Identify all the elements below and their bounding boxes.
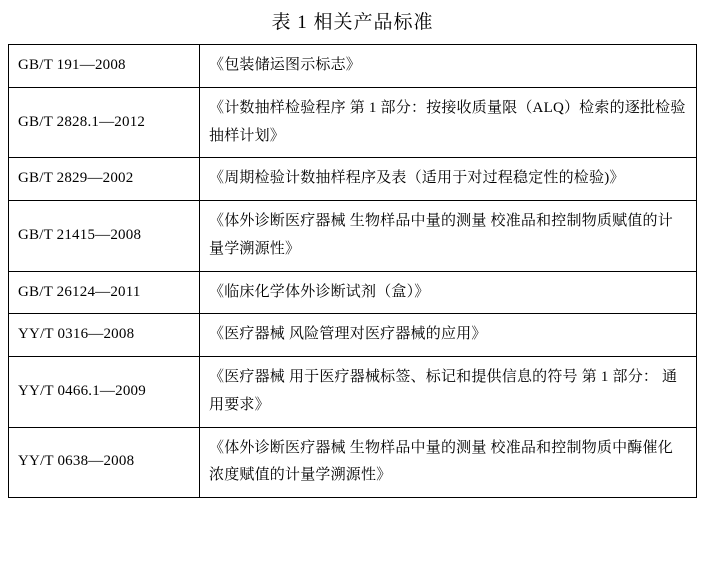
table-row (9, 87, 697, 158)
standard-code: YY/T 0316—2008 (9, 314, 200, 357)
table-row (9, 357, 697, 428)
table-row (9, 201, 697, 272)
related-product-standards-table (8, 44, 697, 498)
standard-title: 《计数抽样检验程序 第 1 部分：按接收质量限（ALQ）检索的逐批检验抽样计划》 (200, 87, 697, 158)
table-row (9, 45, 697, 88)
table-row (9, 427, 697, 498)
standard-title: 《医疗器械 风险管理对医疗器械的应用》 (200, 314, 697, 357)
standard-title: 《体外诊断医疗器械 生物样品中量的测量 校准品和控制物质中酶催化浓度赋值的计量学溯源性》 (200, 427, 697, 498)
standard-code: GB/T 191—2008 (9, 45, 200, 88)
table-row (9, 271, 697, 314)
standard-code: YY/T 0466.1—2009 (9, 357, 200, 428)
standard-title: 《周期检验计数抽样程序及表（适用于对过程稳定性的检验)》 (200, 158, 697, 201)
standard-code: YY/T 0638—2008 (9, 427, 200, 498)
standard-title: 《体外诊断医疗器械 生物样品中量的测量 校准品和控制物质赋值的计量学溯源性》 (200, 201, 697, 272)
standard-code: GB/T 26124—2011 (9, 271, 200, 314)
standard-code: GB/T 21415—2008 (9, 201, 200, 272)
table-caption: 表 1 相关产品标准 (271, 12, 434, 33)
table-row (9, 158, 697, 201)
standard-title: 《医疗器械 用于医疗器械标签、标记和提供信息的符号 第 1 部分： 通用要求》 (200, 357, 697, 428)
table-row (9, 314, 697, 357)
standard-title: 《包装储运图示标志》 (200, 45, 697, 88)
standard-code: GB/T 2828.1—2012 (9, 87, 200, 158)
table-body (9, 45, 697, 498)
standard-code: GB/T 2829—2002 (9, 158, 200, 201)
standard-title: 《临床化学体外诊断试剂（盒）》 (200, 271, 697, 314)
